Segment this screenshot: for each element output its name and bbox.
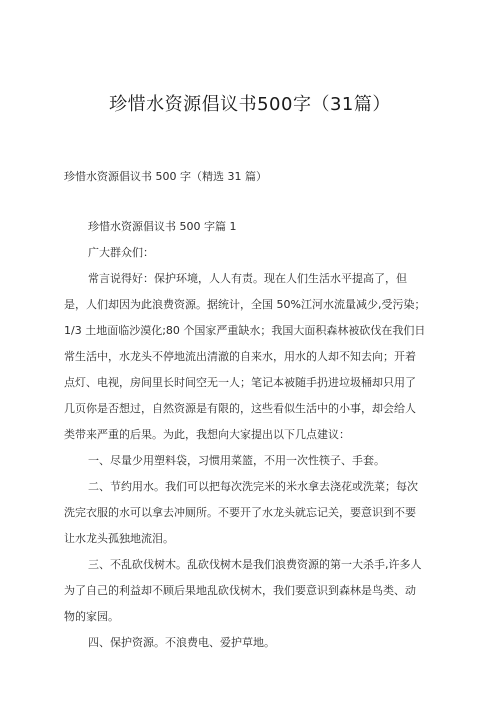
suggestion-4: 四、保护资源。不浪费电、爱护草地。	[88, 636, 275, 649]
section-heading: 珍惜水资源倡议书 500 字篇 1	[88, 220, 237, 233]
paragraph-line: 类带来严重的后果。为此，我想向大家提出以下几点建议：	[64, 428, 350, 441]
salutation: 广大群众们：	[88, 246, 154, 259]
suggestion-3-line: 三、不乱砍伐树木。乱砍伐树木是我们浪费资源的第一大杀手,许多人	[88, 558, 422, 571]
suggestion-2-line: 洗完衣服的水可以拿去冲厕所。不要开了水龙头就忘记关，要意识到不要	[64, 506, 416, 519]
suggestion-2-line: 二、节约用水。我们可以把每次洗完米的米水拿去浇花或洗菜；每次	[88, 480, 418, 493]
paragraph-line: 是，人们却因为此浪费资源。据统计，全国 50%江河水流量减少,受污染；	[64, 298, 426, 311]
suggestion-3-line: 为了自己的利益却不顾后果地乱砍伐树木，我们要意识到森林是鸟类、动	[64, 584, 416, 597]
suggestion-1: 一、尽量少用塑料袋，习惯用菜篮，不用一次性筷子、手套。	[88, 454, 385, 467]
document-body	[64, 164, 440, 656]
paragraph-line: 常言说得好：保护环境，人人有责。现在人们生活水平提高了，但	[88, 272, 407, 285]
paragraph-line: 1/3 土地面临沙漠化;80 个国家严重缺水；我国大面积森林被砍伐在我们日	[64, 324, 426, 337]
paragraph-line: 常生活中，水龙头不停地流出清澈的自来水，用水的人却不知去向；开着	[64, 350, 416, 363]
suggestion-2-line: 让水龙头孤独地流泪。	[64, 532, 174, 545]
subtitle-line: 珍惜水资源倡议书 500 字（精选 31 篇）	[64, 170, 267, 183]
paragraph-line: 几页你是否想过，自然资源是有限的，这些看似生活中的小事，却会给人	[64, 402, 416, 415]
paragraph-line: 点灯、电视，房间里长时间空无一人；笔记本被随手扔进垃圾桶却只用了	[64, 376, 416, 389]
document-title: 珍惜水资源倡议书500字（31篇）	[109, 94, 391, 115]
suggestion-3-line: 物的家园。	[64, 610, 119, 623]
